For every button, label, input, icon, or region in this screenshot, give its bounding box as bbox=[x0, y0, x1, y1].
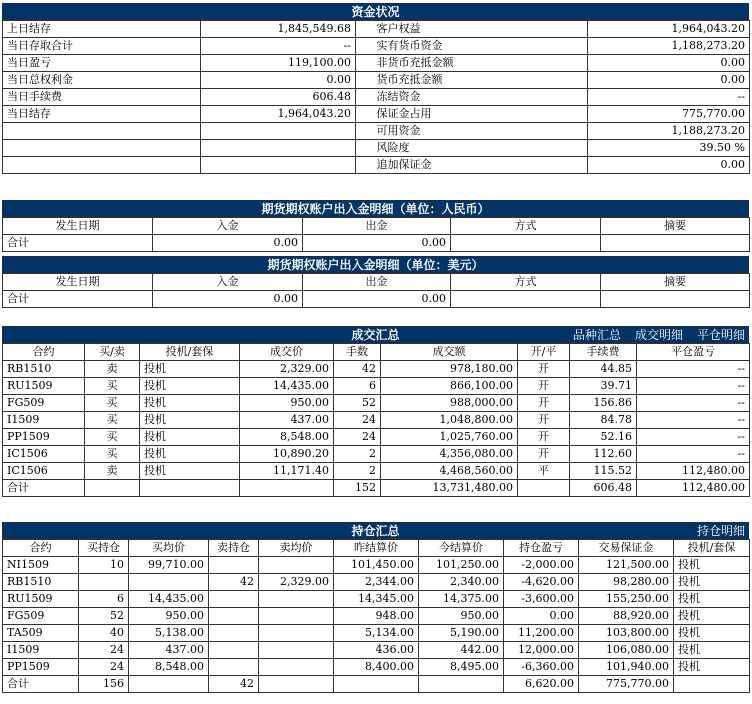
funds-label: 当日存取合计 bbox=[3, 38, 201, 55]
position-cell: 103,800.00 bbox=[579, 625, 674, 642]
position-cell bbox=[259, 625, 334, 642]
total-cell: 6,620.00 bbox=[504, 676, 579, 693]
position-cell: 88,920.00 bbox=[579, 608, 674, 625]
trade-cell: 2 bbox=[334, 446, 381, 463]
funds-label: 客户权益 bbox=[373, 21, 588, 38]
total-cell: 合计 bbox=[3, 676, 79, 693]
funds-value: 119,100.00 bbox=[201, 55, 356, 72]
total-cell bbox=[85, 480, 140, 497]
trade-cell: 84.78 bbox=[570, 412, 637, 429]
position-cell: 40 bbox=[79, 625, 129, 642]
trade-cell: 投机 bbox=[140, 395, 240, 412]
trades-title: 成交汇总 bbox=[351, 328, 400, 342]
usd-section bbox=[2, 256, 749, 308]
funds-spacer bbox=[356, 89, 373, 106]
position-cell: 12,000.00 bbox=[504, 642, 579, 659]
trade-cell: 42 bbox=[334, 361, 381, 378]
funds-spacer bbox=[356, 123, 373, 140]
position-cell bbox=[259, 642, 334, 659]
position-cell: 8,495.00 bbox=[419, 659, 504, 676]
funds-row bbox=[3, 55, 750, 72]
column-header: 开/平 bbox=[518, 344, 570, 361]
trade-cell: 4,356,080.00 bbox=[381, 446, 518, 463]
funds-label: 保证金占用 bbox=[373, 106, 588, 123]
column-header: 昨结算价 bbox=[334, 540, 419, 557]
trade-cell: -- bbox=[637, 429, 750, 446]
position-cell: 10 bbox=[79, 557, 129, 574]
column-header: 合约 bbox=[3, 344, 85, 361]
position-cell: 42 bbox=[209, 574, 259, 591]
funds-label: 实有货币资金 bbox=[373, 38, 588, 55]
position-cell: 2,344.00 bbox=[334, 574, 419, 591]
position-cell: 投机 bbox=[674, 574, 750, 591]
position-cell: TA509 bbox=[3, 625, 79, 642]
position-cell: 24 bbox=[79, 659, 129, 676]
column-header: 入金 bbox=[153, 218, 303, 235]
trade-cell: 投机 bbox=[140, 412, 240, 429]
positions-table bbox=[2, 539, 750, 693]
position-cell: RU1509 bbox=[3, 591, 79, 608]
funds-value: 0.00 bbox=[588, 157, 750, 174]
funds-value: 0.00 bbox=[201, 72, 356, 89]
trades-link[interactable]: 品种汇总 bbox=[572, 328, 621, 342]
column-header: 合约 bbox=[3, 540, 79, 557]
position-cell: 106,080.00 bbox=[579, 642, 674, 659]
funds-row bbox=[3, 123, 750, 140]
funds-label: 冻结资金 bbox=[373, 89, 588, 106]
funds-value: 1,845,549.68 bbox=[201, 21, 356, 38]
trade-cell: 1,048,800.00 bbox=[381, 412, 518, 429]
column-header: 卖持仓 bbox=[209, 540, 259, 557]
total-cell: 合计 bbox=[3, 291, 153, 308]
position-cell bbox=[259, 557, 334, 574]
position-cell: 14,375.00 bbox=[419, 591, 504, 608]
trade-cell: -- bbox=[637, 378, 750, 395]
trade-cell: 112,480.00 bbox=[637, 463, 750, 480]
trade-cell: 6 bbox=[334, 378, 381, 395]
trade-cell: 开 bbox=[518, 446, 570, 463]
total-cell bbox=[129, 676, 209, 693]
trade-cell: 988,000.00 bbox=[381, 395, 518, 412]
trade-cell: 投机 bbox=[140, 378, 240, 395]
cny-total-row bbox=[3, 235, 750, 252]
column-header: 交易保证金 bbox=[579, 540, 674, 557]
trades-link[interactable]: 成交明细 bbox=[634, 328, 683, 342]
funds-spacer bbox=[356, 55, 373, 72]
positions-header bbox=[2, 522, 749, 539]
trade-cell: 11,171.40 bbox=[240, 463, 334, 480]
total-cell bbox=[451, 291, 601, 308]
column-header: 手续费 bbox=[570, 344, 637, 361]
total-cell: 合计 bbox=[3, 235, 153, 252]
funds-spacer bbox=[356, 38, 373, 55]
position-cell: 投机 bbox=[674, 608, 750, 625]
funds-row bbox=[3, 157, 750, 174]
column-header: 成交额 bbox=[381, 344, 518, 361]
position-cell: 2,340.00 bbox=[419, 574, 504, 591]
position-cell bbox=[209, 557, 259, 574]
column-header: 卖均价 bbox=[259, 540, 334, 557]
position-cell: 0.00 bbox=[504, 608, 579, 625]
position-row bbox=[3, 557, 750, 574]
position-cell: I1509 bbox=[3, 642, 79, 659]
trade-row bbox=[3, 395, 750, 412]
trade-cell: 平 bbox=[518, 463, 570, 480]
position-row bbox=[3, 591, 750, 608]
funds-label: 货币充抵金额 bbox=[373, 72, 588, 89]
position-cell bbox=[259, 608, 334, 625]
column-header: 平仓盈亏 bbox=[637, 344, 750, 361]
position-cell bbox=[209, 642, 259, 659]
position-cell: FG509 bbox=[3, 608, 79, 625]
funds-row bbox=[3, 72, 750, 89]
position-cell bbox=[79, 574, 129, 591]
trade-row bbox=[3, 446, 750, 463]
trade-row bbox=[3, 429, 750, 446]
position-cell bbox=[209, 591, 259, 608]
positions-section bbox=[2, 522, 749, 693]
position-cell: -3,600.00 bbox=[504, 591, 579, 608]
total-cell: 0.00 bbox=[153, 235, 303, 252]
position-cell: 121,500.00 bbox=[579, 557, 674, 574]
trades-total-row bbox=[3, 480, 750, 497]
funds-row bbox=[3, 38, 750, 55]
usd-total-row bbox=[3, 291, 750, 308]
position-cell: -4,620.00 bbox=[504, 574, 579, 591]
trade-cell: 卖 bbox=[85, 361, 140, 378]
total-cell bbox=[674, 676, 750, 693]
column-header: 方式 bbox=[451, 218, 601, 235]
trades-links bbox=[559, 327, 745, 344]
trade-cell: 投机 bbox=[140, 429, 240, 446]
position-row bbox=[3, 608, 750, 625]
trade-cell: 买 bbox=[85, 378, 140, 395]
total-cell: 13,731,480.00 bbox=[381, 480, 518, 497]
position-cell: 6 bbox=[79, 591, 129, 608]
usd-table bbox=[2, 273, 750, 308]
trade-cell: FG509 bbox=[3, 395, 85, 412]
position-cell: -2,000.00 bbox=[504, 557, 579, 574]
column-header: 买/卖 bbox=[85, 344, 140, 361]
column-header: 方式 bbox=[451, 274, 601, 291]
cny-table bbox=[2, 217, 750, 252]
funds-value: 775,770.00 bbox=[588, 106, 750, 123]
funds-label: 风险度 bbox=[373, 140, 588, 157]
trade-cell: 1,025,760.00 bbox=[381, 429, 518, 446]
funds-table bbox=[2, 20, 750, 174]
column-header: 发生日期 bbox=[3, 218, 153, 235]
positions-title: 持仓汇总 bbox=[351, 524, 400, 538]
position-cell: 101,450.00 bbox=[334, 557, 419, 574]
total-cell: 合计 bbox=[3, 480, 85, 497]
total-cell: 112,480.00 bbox=[637, 480, 750, 497]
trade-cell: 开 bbox=[518, 378, 570, 395]
trade-cell: 52.16 bbox=[570, 429, 637, 446]
funds-label: 当日结存 bbox=[3, 106, 201, 123]
total-cell bbox=[451, 235, 601, 252]
trade-cell: 买 bbox=[85, 429, 140, 446]
trade-cell: 开 bbox=[518, 412, 570, 429]
usd-header bbox=[2, 256, 749, 273]
trade-cell: 437.00 bbox=[240, 412, 334, 429]
funds-value: 0.00 bbox=[588, 55, 750, 72]
column-header: 成交价 bbox=[240, 344, 334, 361]
column-header: 投机/套保 bbox=[140, 344, 240, 361]
position-cell: 2,329.00 bbox=[259, 574, 334, 591]
position-cell bbox=[259, 659, 334, 676]
usd-header-row bbox=[3, 274, 750, 291]
position-cell: 5,190.00 bbox=[419, 625, 504, 642]
column-header: 摘要 bbox=[601, 218, 750, 235]
trade-cell: IC1506 bbox=[3, 463, 85, 480]
trade-cell: 投机 bbox=[140, 361, 240, 378]
position-cell: NI1509 bbox=[3, 557, 79, 574]
funds-row bbox=[3, 21, 750, 38]
positions-links bbox=[683, 523, 745, 540]
trade-cell: 39.71 bbox=[570, 378, 637, 395]
funds-value: 1,964,043.20 bbox=[588, 21, 750, 38]
cny-section bbox=[2, 200, 749, 252]
column-header: 入金 bbox=[153, 274, 303, 291]
position-cell: 5,138.00 bbox=[129, 625, 209, 642]
funds-row bbox=[3, 140, 750, 157]
total-cell bbox=[601, 291, 750, 308]
trade-cell: 开 bbox=[518, 361, 570, 378]
funds-row bbox=[3, 106, 750, 123]
funds-value: 606.48 bbox=[201, 89, 356, 106]
trade-cell: RU1509 bbox=[3, 378, 85, 395]
position-cell: 442.00 bbox=[419, 642, 504, 659]
funds-spacer bbox=[356, 157, 373, 174]
positions-header-row bbox=[3, 540, 750, 557]
trade-cell: 4,468,560.00 bbox=[381, 463, 518, 480]
trade-cell: IC1506 bbox=[3, 446, 85, 463]
trade-cell: 2 bbox=[334, 463, 381, 480]
position-cell: 436.00 bbox=[334, 642, 419, 659]
position-cell: 14,435.00 bbox=[129, 591, 209, 608]
funds-value: 1,188,273.20 bbox=[588, 38, 750, 55]
trades-link[interactable]: 平仓明细 bbox=[696, 328, 745, 342]
total-cell bbox=[601, 235, 750, 252]
trade-cell: 买 bbox=[85, 395, 140, 412]
position-cell bbox=[259, 591, 334, 608]
cny-header-row bbox=[3, 218, 750, 235]
positions-link[interactable]: 持仓明细 bbox=[696, 524, 745, 538]
trades-header-row bbox=[3, 344, 750, 361]
funds-value: 39.50 % bbox=[588, 140, 750, 157]
funds-value: 1,964,043.20 bbox=[201, 106, 356, 123]
position-cell: 24 bbox=[79, 642, 129, 659]
trade-cell: 开 bbox=[518, 429, 570, 446]
funds-label: 当日手续费 bbox=[3, 89, 201, 106]
column-header: 买持仓 bbox=[79, 540, 129, 557]
funds-label bbox=[3, 157, 201, 174]
trade-cell: 8,548.00 bbox=[240, 429, 334, 446]
funds-label: 当日盈亏 bbox=[3, 55, 201, 72]
column-header: 买均价 bbox=[129, 540, 209, 557]
column-header: 摘要 bbox=[601, 274, 750, 291]
position-cell: 投机 bbox=[674, 591, 750, 608]
position-cell: 5,134.00 bbox=[334, 625, 419, 642]
funds-value bbox=[201, 123, 356, 140]
column-header: 持仓盈亏 bbox=[504, 540, 579, 557]
column-header: 出金 bbox=[303, 218, 451, 235]
trade-cell: 115.52 bbox=[570, 463, 637, 480]
column-header: 今结算价 bbox=[419, 540, 504, 557]
trade-cell: 44.85 bbox=[570, 361, 637, 378]
funds-spacer bbox=[356, 21, 373, 38]
position-cell: 8,400.00 bbox=[334, 659, 419, 676]
trade-cell: 买 bbox=[85, 446, 140, 463]
total-cell bbox=[518, 480, 570, 497]
cny-header bbox=[2, 200, 749, 217]
trade-cell: 投机 bbox=[140, 463, 240, 480]
funds-value: -- bbox=[201, 38, 356, 55]
position-cell bbox=[209, 608, 259, 625]
position-cell: 52 bbox=[79, 608, 129, 625]
position-cell: 投机 bbox=[674, 625, 750, 642]
total-cell: 0.00 bbox=[153, 291, 303, 308]
column-header: 投机/套保 bbox=[674, 540, 750, 557]
total-cell bbox=[419, 676, 504, 693]
position-cell: 99,710.00 bbox=[129, 557, 209, 574]
position-row bbox=[3, 659, 750, 676]
usd-title: 期货期权账户出入金明细（单位：美元） bbox=[267, 258, 484, 272]
trade-cell: PP1509 bbox=[3, 429, 85, 446]
funds-value: 0.00 bbox=[588, 72, 750, 89]
trade-cell: 14,435.00 bbox=[240, 378, 334, 395]
funds-value bbox=[201, 140, 356, 157]
position-cell: 11,200.00 bbox=[504, 625, 579, 642]
trade-cell: RB1510 bbox=[3, 361, 85, 378]
position-cell: 437.00 bbox=[129, 642, 209, 659]
cny-title: 期货期权账户出入金明细（单位：人民币） bbox=[261, 202, 490, 216]
trade-cell: 24 bbox=[334, 429, 381, 446]
position-cell: 8,548.00 bbox=[129, 659, 209, 676]
funds-spacer bbox=[356, 72, 373, 89]
trade-row bbox=[3, 463, 750, 480]
trade-cell: -- bbox=[637, 361, 750, 378]
funds-label: 上日结存 bbox=[3, 21, 201, 38]
column-header: 出金 bbox=[303, 274, 451, 291]
position-cell: 155,250.00 bbox=[579, 591, 674, 608]
position-row bbox=[3, 574, 750, 591]
position-cell bbox=[129, 574, 209, 591]
funds-label: 追加保证金 bbox=[373, 157, 588, 174]
total-cell bbox=[140, 480, 240, 497]
total-cell bbox=[259, 676, 334, 693]
funds-label bbox=[3, 123, 201, 140]
funds-header bbox=[2, 3, 749, 20]
trade-cell: 买 bbox=[85, 412, 140, 429]
funds-spacer bbox=[356, 106, 373, 123]
trade-cell: 24 bbox=[334, 412, 381, 429]
funds-label: 非货币充抵金额 bbox=[373, 55, 588, 72]
funds-spacer bbox=[356, 140, 373, 157]
position-cell: 950.00 bbox=[129, 608, 209, 625]
trade-cell: I1509 bbox=[3, 412, 85, 429]
position-cell: 投机 bbox=[674, 659, 750, 676]
trade-row bbox=[3, 378, 750, 395]
position-cell bbox=[209, 625, 259, 642]
trade-row bbox=[3, 412, 750, 429]
trade-cell: 2,329.00 bbox=[240, 361, 334, 378]
position-cell: 950.00 bbox=[419, 608, 504, 625]
total-cell: 152 bbox=[334, 480, 381, 497]
total-cell: 42 bbox=[209, 676, 259, 693]
trade-cell: 950.00 bbox=[240, 395, 334, 412]
position-cell: 投机 bbox=[674, 642, 750, 659]
trade-row bbox=[3, 361, 750, 378]
funds-label bbox=[3, 140, 201, 157]
trade-cell: 卖 bbox=[85, 463, 140, 480]
trades-section bbox=[2, 326, 749, 497]
total-cell: 0.00 bbox=[303, 235, 451, 252]
position-cell: 101,250.00 bbox=[419, 557, 504, 574]
position-cell: PP1509 bbox=[3, 659, 79, 676]
funds-label: 当日总权利金 bbox=[3, 72, 201, 89]
trade-cell: 52 bbox=[334, 395, 381, 412]
funds-section bbox=[2, 3, 749, 174]
trade-cell: 开 bbox=[518, 395, 570, 412]
trade-cell: 866,100.00 bbox=[381, 378, 518, 395]
trade-cell: -- bbox=[637, 395, 750, 412]
trade-cell: 投机 bbox=[140, 446, 240, 463]
positions-total-row bbox=[3, 676, 750, 693]
column-header: 发生日期 bbox=[3, 274, 153, 291]
funds-value bbox=[201, 157, 356, 174]
position-cell: 投机 bbox=[674, 557, 750, 574]
funds-title: 资金状况 bbox=[351, 5, 400, 19]
total-cell bbox=[334, 676, 419, 693]
trade-cell: 978,180.00 bbox=[381, 361, 518, 378]
trades-table bbox=[2, 343, 750, 497]
funds-row bbox=[3, 89, 750, 106]
total-cell: 775,770.00 bbox=[579, 676, 674, 693]
trade-cell: 156.86 bbox=[570, 395, 637, 412]
funds-label: 可用资金 bbox=[373, 123, 588, 140]
total-cell: 156 bbox=[79, 676, 129, 693]
trade-cell: 112.60 bbox=[570, 446, 637, 463]
total-cell: 0.00 bbox=[303, 291, 451, 308]
trade-cell: 10,890.20 bbox=[240, 446, 334, 463]
position-cell: 101,940.00 bbox=[579, 659, 674, 676]
column-header: 手数 bbox=[334, 344, 381, 361]
position-cell bbox=[209, 659, 259, 676]
position-cell: 948.00 bbox=[334, 608, 419, 625]
position-row bbox=[3, 625, 750, 642]
funds-value: 1,188,273.20 bbox=[588, 123, 750, 140]
position-cell: 14,345.00 bbox=[334, 591, 419, 608]
trades-header bbox=[2, 326, 749, 343]
position-row bbox=[3, 642, 750, 659]
trade-cell: -- bbox=[637, 412, 750, 429]
position-cell: -6,360.00 bbox=[504, 659, 579, 676]
position-cell: 98,280.00 bbox=[579, 574, 674, 591]
funds-value: -- bbox=[588, 89, 750, 106]
total-cell: 606.48 bbox=[570, 480, 637, 497]
trade-cell: -- bbox=[637, 446, 750, 463]
position-cell: RB1510 bbox=[3, 574, 79, 591]
total-cell bbox=[240, 480, 334, 497]
